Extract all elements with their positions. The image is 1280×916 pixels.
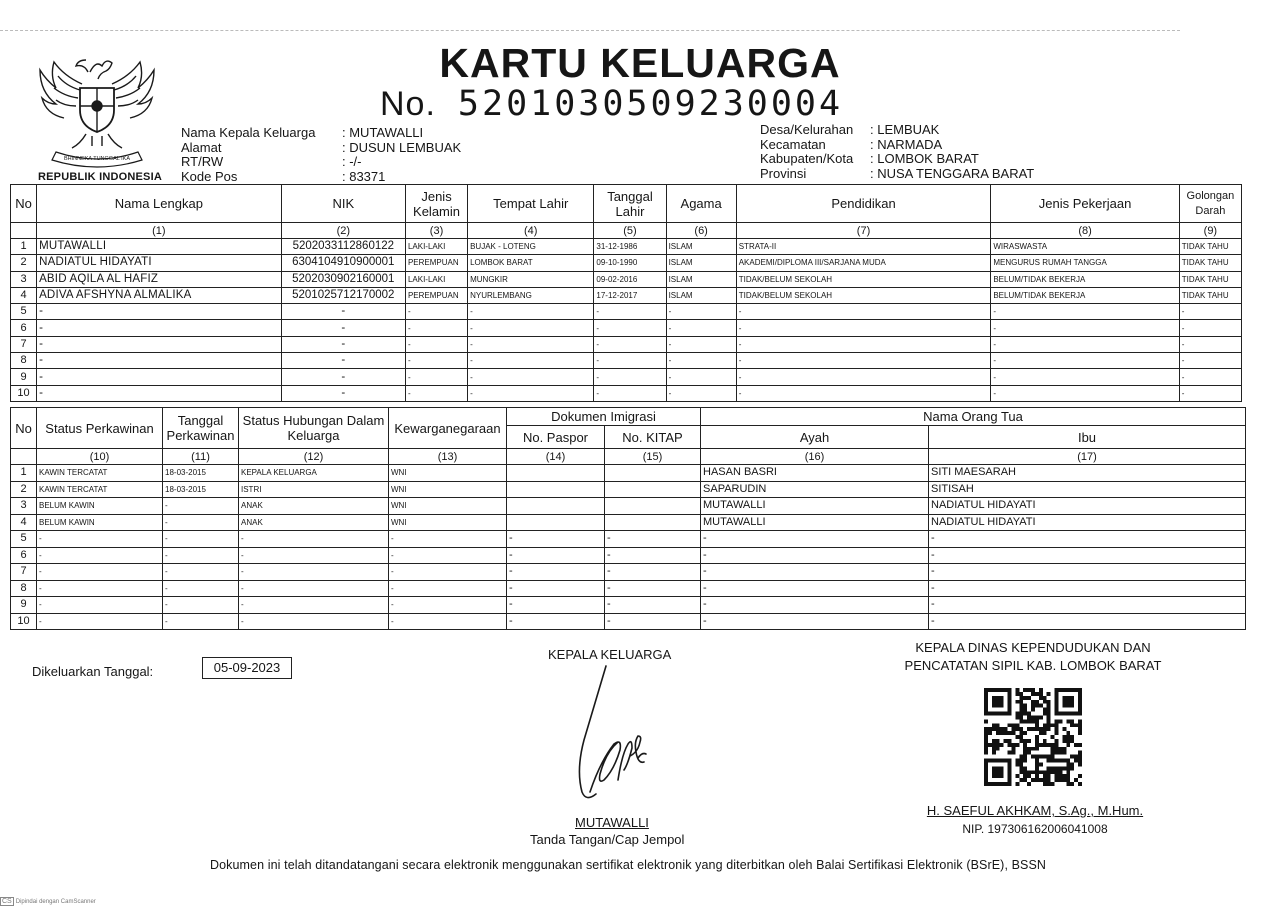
table-cell: - <box>37 580 163 597</box>
table-cell: - <box>929 597 1246 614</box>
table-cell: - <box>37 613 163 630</box>
col-number: (15) <box>605 449 701 465</box>
table-row <box>11 498 1246 515</box>
table-cell: 5202030902160001 <box>281 271 405 287</box>
table-row <box>11 255 1242 271</box>
table-row <box>11 385 1242 401</box>
table-row <box>11 613 1246 630</box>
table-cell: - <box>701 580 929 597</box>
table-cell <box>605 481 701 498</box>
document-number-line <box>380 84 920 124</box>
table-row <box>11 564 1246 581</box>
table-cell: WNI <box>389 465 507 482</box>
table-cell: KAWIN TERCATAT <box>37 465 163 482</box>
table-cell: - <box>37 353 282 369</box>
table-cell: - <box>37 564 163 581</box>
table-cell: ISLAM <box>666 287 736 303</box>
col-number <box>11 223 37 239</box>
table-cell: TIDAK TAHU <box>1179 239 1241 255</box>
table-cell: 3 <box>11 498 37 515</box>
table-cell: - <box>163 564 239 581</box>
table-cell: - <box>405 320 467 336</box>
table-cell: - <box>405 304 467 320</box>
table-cell: BUJAK - LOTENG <box>468 239 594 255</box>
info-right-labels <box>760 123 853 181</box>
col-header: Pendidikan <box>736 185 991 223</box>
table-cell: - <box>239 531 389 548</box>
table-cell: WIRASWASTA <box>991 239 1179 255</box>
table-cell: - <box>37 597 163 614</box>
info-value: : -/- <box>342 154 362 169</box>
official-nip: NIP. 197306162006041008 <box>962 822 1108 836</box>
table-cell: - <box>666 353 736 369</box>
col-number: (14) <box>507 449 605 465</box>
table-cell <box>507 498 605 515</box>
document-title: KARTU KELUARGA <box>439 40 841 86</box>
table-cell: - <box>468 369 594 385</box>
info-value: : LEMBUAK <box>870 122 940 137</box>
table-row <box>11 481 1246 498</box>
col-header: No. Paspor <box>507 426 605 449</box>
table-cell: - <box>736 369 991 385</box>
table-cell: PEREMPUAN <box>405 255 467 271</box>
table-cell: - <box>991 385 1179 401</box>
table-cell: - <box>594 353 666 369</box>
scanner-badge: CS <box>2 898 12 905</box>
table-cell: - <box>468 336 594 352</box>
info-label: Nama Kepala Keluarga <box>181 125 316 140</box>
col-number: (16) <box>701 449 929 465</box>
col-header: Agama <box>666 185 736 223</box>
table-cell: - <box>37 320 282 336</box>
table-cell: ISLAM <box>666 271 736 287</box>
table-cell: - <box>163 613 239 630</box>
table-cell: NADIATUL HIDAYATI <box>929 498 1246 515</box>
col-header: Ayah <box>701 426 929 449</box>
table-cell: - <box>701 613 929 630</box>
table-cell: ISLAM <box>666 255 736 271</box>
garuda-pancasila-icon <box>30 50 165 170</box>
table-cell: - <box>605 580 701 597</box>
col-number: (6) <box>666 223 736 239</box>
table-cell: TIDAK/BELUM SEKOLAH <box>736 271 991 287</box>
table-row <box>11 287 1242 303</box>
col-number: (11) <box>163 449 239 465</box>
table-cell: - <box>1179 385 1241 401</box>
table-cell: STRATA-II <box>736 239 991 255</box>
table-cell: - <box>736 304 991 320</box>
col-number: (7) <box>736 223 991 239</box>
info-value: : 83371 <box>342 168 386 184</box>
info-value: : LOMBOK BARAT <box>870 151 979 166</box>
info-label: Alamat <box>181 139 222 155</box>
table-cell: - <box>507 597 605 614</box>
official-title: KEPALA DINAS KEPENDUDUKAN DAN PENCATATAN SIPIL KAB. LOMBOK BARAT <box>904 640 1162 673</box>
signature-caption: Tanda Tangan/Cap Jempol <box>530 832 685 847</box>
col-header: Dokumen Imigrasi <box>507 408 701 426</box>
table-cell <box>507 514 605 531</box>
table-cell <box>605 465 701 482</box>
table-cell: - <box>281 369 405 385</box>
table-cell: - <box>701 564 929 581</box>
table-cell: - <box>736 353 991 369</box>
col-header: Status Hubungan Dalam Keluarga <box>239 408 389 449</box>
table-row <box>11 369 1242 385</box>
table-cell: SITISAH <box>929 481 1246 498</box>
table-cell: SAPARUDIN <box>701 481 929 498</box>
table-cell: - <box>605 564 701 581</box>
family-head-title: KEPALA KELUARGA <box>548 647 672 662</box>
table-cell: 8 <box>11 580 37 597</box>
table-cell: - <box>1179 336 1241 352</box>
table-cell: - <box>594 304 666 320</box>
col-number: (17) <box>929 449 1246 465</box>
col-number <box>11 449 37 465</box>
table-cell: - <box>405 353 467 369</box>
table-cell: 4 <box>11 287 37 303</box>
table-row <box>11 239 1242 255</box>
table-cell: - <box>929 613 1246 630</box>
table-cell: - <box>507 564 605 581</box>
table-cell: 09-10-1990 <box>594 255 666 271</box>
col-number: (3) <box>405 223 467 239</box>
table-cell: 6 <box>11 320 37 336</box>
col-number: (8) <box>991 223 1179 239</box>
col-header: Kewarganegaraan <box>389 408 507 449</box>
table-row <box>11 465 1246 482</box>
table-cell: - <box>929 564 1246 581</box>
info-value: : DUSUN LEMBUAK <box>342 139 462 155</box>
table-cell: - <box>666 385 736 401</box>
table-cell: - <box>605 531 701 548</box>
info-left-values <box>342 126 461 184</box>
table-cell: - <box>701 597 929 614</box>
table-cell: - <box>666 369 736 385</box>
table-cell: - <box>37 304 282 320</box>
table-cell: - <box>239 564 389 581</box>
table-cell: - <box>163 514 239 531</box>
handwritten-signature <box>560 662 670 822</box>
table-cell <box>507 481 605 498</box>
table-cell: - <box>991 369 1179 385</box>
table-cell: - <box>163 498 239 515</box>
table-cell: 5 <box>11 531 37 548</box>
table-cell: MENGURUS RUMAH TANGGA <box>991 255 1179 271</box>
table-cell: - <box>468 304 594 320</box>
table-cell: ANAK <box>239 514 389 531</box>
table-cell: KAWIN TERCATAT <box>37 481 163 498</box>
table-cell: ISLAM <box>666 239 736 255</box>
scanner-watermark <box>0 898 140 905</box>
col-number: (10) <box>37 449 163 465</box>
table-cell: 7 <box>11 564 37 581</box>
table-cell: BELUM/TIDAK BEKERJA <box>991 271 1179 287</box>
table-cell: 18-03-2015 <box>163 465 239 482</box>
table-cell: - <box>389 564 507 581</box>
table-cell: - <box>239 597 389 614</box>
document-number-label: No. <box>380 85 436 123</box>
table-cell: - <box>163 580 239 597</box>
table-cell: ISTRI <box>239 481 389 498</box>
table-cell: - <box>594 320 666 336</box>
col-header: Nama Orang Tua <box>701 408 1246 426</box>
table-cell: 2 <box>11 255 37 271</box>
table-cell: MUTAWALLI <box>37 239 282 255</box>
table-cell: PEREMPUAN <box>405 287 467 303</box>
table-cell: - <box>37 547 163 564</box>
table-cell: - <box>605 613 701 630</box>
table-row <box>11 514 1246 531</box>
col-number: (4) <box>468 223 594 239</box>
table-cell: WNI <box>389 481 507 498</box>
table-cell: - <box>389 613 507 630</box>
table-cell: - <box>594 336 666 352</box>
table-cell: - <box>163 531 239 548</box>
table-cell: - <box>701 547 929 564</box>
qr-code-icon <box>984 688 1082 786</box>
family-status-table <box>10 407 1246 630</box>
table-cell: - <box>666 320 736 336</box>
table-cell: - <box>281 336 405 352</box>
table-cell <box>605 514 701 531</box>
table-cell: - <box>507 547 605 564</box>
emblem-label: REPUBLIK INDONESIA <box>38 171 162 183</box>
col-number: (2) <box>281 223 405 239</box>
table-cell: - <box>37 531 163 548</box>
table-cell: - <box>929 580 1246 597</box>
table-cell: LAKI-LAKI <box>405 239 467 255</box>
table-cell: - <box>991 320 1179 336</box>
col-header: Jenis Pekerjaan <box>991 185 1179 223</box>
table-cell: - <box>239 613 389 630</box>
table-cell: BELUM KAWIN <box>37 514 163 531</box>
table-cell: - <box>37 385 282 401</box>
table-cell: - <box>666 304 736 320</box>
table-cell: 5202033112860122 <box>281 239 405 255</box>
table-cell: WNI <box>389 514 507 531</box>
table-cell: TIDAK/BELUM SEKOLAH <box>736 287 991 303</box>
table-cell: - <box>281 304 405 320</box>
table-cell: - <box>468 320 594 336</box>
table-cell: - <box>736 320 991 336</box>
table-cell: - <box>281 320 405 336</box>
table-cell: - <box>991 304 1179 320</box>
table-row <box>11 597 1246 614</box>
table-cell: 6304104910900001 <box>281 255 405 271</box>
table-cell: - <box>594 369 666 385</box>
table-cell: 10 <box>11 385 37 401</box>
table-cell: - <box>405 336 467 352</box>
electronic-signature-note: Dokumen ini telah ditandatangani secara elektronik menggunakan sertifikat elektronik yang diterbitkan oleh Balai Sertifikasi Elektronik (BSrE), BSSN <box>209 858 1047 872</box>
table-cell: 5201025712170002 <box>281 287 405 303</box>
table-cell: - <box>37 336 282 352</box>
col-number: (5) <box>594 223 666 239</box>
table-cell: 18-03-2015 <box>163 481 239 498</box>
col-header: Ibu <box>929 426 1246 449</box>
table-cell: - <box>163 597 239 614</box>
table-cell: - <box>929 547 1246 564</box>
col-header: Status Perkawinan <box>37 408 163 449</box>
info-label: Provinsi <box>760 165 807 181</box>
table-cell <box>605 498 701 515</box>
table-cell: 2 <box>11 481 37 498</box>
info-label: Kabupaten/Kota <box>760 151 854 166</box>
table-cell: - <box>389 531 507 548</box>
official-name: H. SAEFUL AKHKAM, S.Ag., M.Hum. <box>926 803 1144 818</box>
table-cell: BELUM/TIDAK BEKERJA <box>991 287 1179 303</box>
table-row <box>11 353 1242 369</box>
table1-header-row <box>11 185 1242 223</box>
col-header: Nama Lengkap <box>37 185 282 223</box>
col-header: NIK <box>281 185 405 223</box>
table-cell: AKADEMI/DIPLOMA III/SARJANA MUDA <box>736 255 991 271</box>
info-label: Kecamatan <box>760 136 826 152</box>
table2-header-row <box>11 408 1246 426</box>
table-cell: BELUM KAWIN <box>37 498 163 515</box>
table-cell: MUTAWALLI <box>701 498 929 515</box>
table-row <box>11 320 1242 336</box>
table-cell: TIDAK TAHU <box>1179 287 1241 303</box>
col-header: No <box>11 408 37 449</box>
table-cell <box>507 465 605 482</box>
table-cell: - <box>991 336 1179 352</box>
table-cell: 9 <box>11 597 37 614</box>
table-cell: ADIVA AFSHYNA ALMALIKA <box>37 287 282 303</box>
table-cell: 31-12-1986 <box>594 239 666 255</box>
table-cell: 8 <box>11 353 37 369</box>
col-number: (9) <box>1179 223 1241 239</box>
table-cell: - <box>736 385 991 401</box>
table-cell: - <box>1179 353 1241 369</box>
family-members-table <box>10 184 1242 402</box>
table-cell: TIDAK TAHU <box>1179 271 1241 287</box>
issued-date-label: Dikeluarkan Tanggal: <box>32 664 154 679</box>
table-cell: - <box>468 385 594 401</box>
table-row <box>11 271 1242 287</box>
info-label: Desa/Kelurahan <box>760 122 854 137</box>
table-cell: - <box>701 531 929 548</box>
table-cell: 6 <box>11 547 37 564</box>
table-cell: - <box>991 353 1179 369</box>
table-cell: 1 <box>11 465 37 482</box>
table-cell: - <box>239 547 389 564</box>
col-header: Golongan Darah <box>1179 185 1241 223</box>
col-number: (12) <box>239 449 389 465</box>
table-cell: ANAK <box>239 498 389 515</box>
table-cell: - <box>281 353 405 369</box>
col-header: Tanggal Perkawinan <box>163 408 239 449</box>
table-cell: 3 <box>11 271 37 287</box>
table-cell: 4 <box>11 514 37 531</box>
col-header: Tanggal Lahir <box>594 185 666 223</box>
table-cell: SITI MAESARAH <box>929 465 1246 482</box>
table-cell: TIDAK TAHU <box>1179 255 1241 271</box>
table-row <box>11 547 1246 564</box>
table-cell: NADIATUL HIDAYATI <box>929 514 1246 531</box>
info-value: : NARMADA <box>870 136 943 152</box>
table-cell: MUNGKIR <box>468 271 594 287</box>
emblem-motto: BHINNEKA TUNGGAL IKA <box>63 156 131 162</box>
table-cell: - <box>605 597 701 614</box>
info-label: RT/RW <box>181 154 224 169</box>
table-cell: - <box>666 336 736 352</box>
table-cell: - <box>389 547 507 564</box>
issued-date: 05-09-2023 <box>202 657 292 679</box>
col-number: (1) <box>37 223 282 239</box>
table-cell: - <box>507 531 605 548</box>
table-cell: - <box>1179 320 1241 336</box>
table-cell: MUTAWALLI <box>701 514 929 531</box>
table-cell: - <box>239 580 389 597</box>
table-cell: NYURLEMBANG <box>468 287 594 303</box>
table-cell: - <box>405 385 467 401</box>
table-cell: - <box>1179 369 1241 385</box>
table-cell: - <box>507 613 605 630</box>
col-header: Jenis Kelamin <box>405 185 467 223</box>
family-head-name: MUTAWALLI <box>575 815 649 830</box>
info-value: : NUSA TENGGARA BARAT <box>870 165 1035 181</box>
table-cell: - <box>929 531 1246 548</box>
table-row <box>11 336 1242 352</box>
col-number: (13) <box>389 449 507 465</box>
document-number: 5201030509230004 <box>457 84 844 124</box>
table-cell: KEPALA KELUARGA <box>239 465 389 482</box>
info-left-labels <box>181 126 315 184</box>
top-rule <box>0 30 1180 31</box>
table-cell: - <box>163 547 239 564</box>
table-row <box>11 531 1246 548</box>
table2-number-row <box>11 449 1246 465</box>
table-cell: WNI <box>389 498 507 515</box>
table-cell: - <box>736 336 991 352</box>
info-label: Kode Pos <box>181 168 238 184</box>
table-cell: - <box>281 385 405 401</box>
table1-number-row <box>11 223 1242 239</box>
table-cell: 1 <box>11 239 37 255</box>
col-header: Tempat Lahir <box>468 185 594 223</box>
table-cell: - <box>468 353 594 369</box>
table-cell: 9 <box>11 369 37 385</box>
table-cell: - <box>1179 304 1241 320</box>
table-cell: LAKI-LAKI <box>405 271 467 287</box>
table-cell: 10 <box>11 613 37 630</box>
table-cell: HASAN BASRI <box>701 465 929 482</box>
col-header: No. KITAP <box>605 426 701 449</box>
table-row <box>11 304 1242 320</box>
table-cell: - <box>594 385 666 401</box>
table-cell: - <box>389 580 507 597</box>
table-cell: LOMBOK BARAT <box>468 255 594 271</box>
table-cell: 7 <box>11 336 37 352</box>
scanner-text: Dipindai dengan CamScanner <box>15 899 96 905</box>
table-cell: - <box>37 369 282 385</box>
info-value: : MUTAWALLI <box>342 125 424 140</box>
table-cell: 09-02-2016 <box>594 271 666 287</box>
table-cell: ABID AQILA AL HAFIZ <box>37 271 282 287</box>
table-cell: 17-12-2017 <box>594 287 666 303</box>
col-header: No <box>11 185 37 223</box>
table-cell: - <box>605 547 701 564</box>
table-cell: - <box>405 369 467 385</box>
table-cell: NADIATUL HIDAYATI <box>37 255 282 271</box>
table-row <box>11 580 1246 597</box>
table-cell: - <box>507 580 605 597</box>
table-cell: 5 <box>11 304 37 320</box>
info-right-values <box>870 123 1034 181</box>
table-cell: - <box>389 597 507 614</box>
